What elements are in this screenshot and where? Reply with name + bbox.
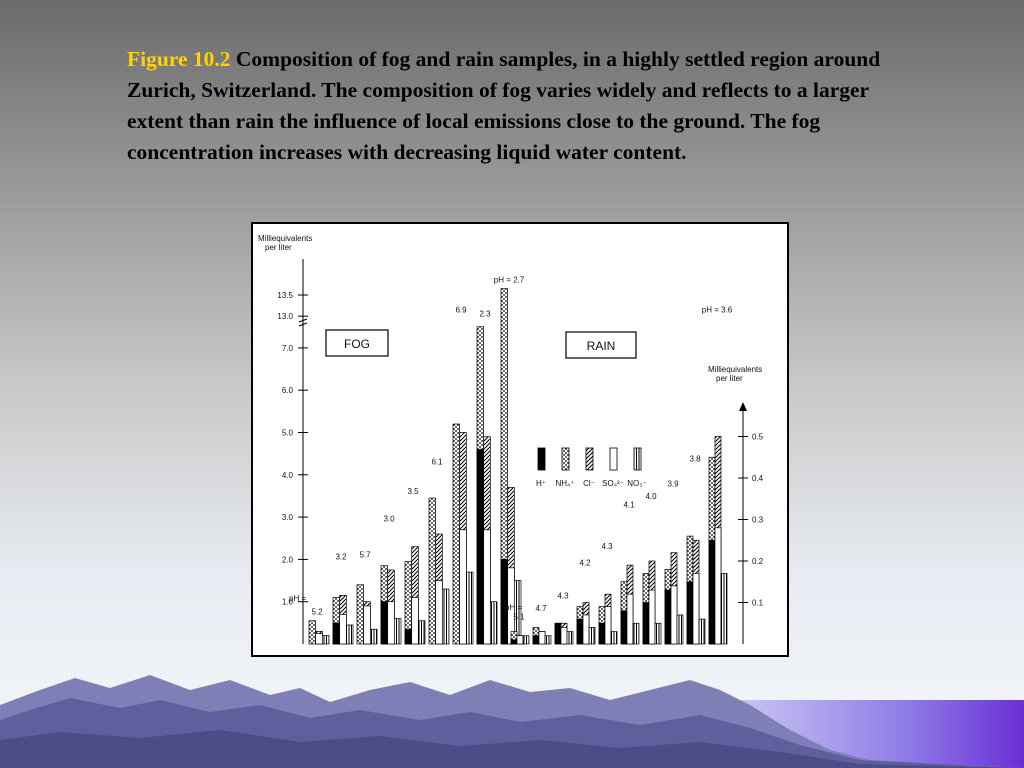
legend-label: SO₄²⁻ bbox=[602, 479, 624, 488]
legend-label: NH₄⁺ bbox=[555, 479, 575, 488]
bar-no3 bbox=[394, 619, 401, 644]
legend-swatch bbox=[610, 448, 617, 470]
fog-ph-label: 2.3 bbox=[479, 309, 491, 319]
bar-so4 bbox=[715, 528, 721, 644]
bar-no3 bbox=[322, 636, 329, 644]
legend-swatch bbox=[562, 448, 569, 470]
bar-so4 bbox=[649, 590, 655, 644]
rain-ph-label: 4.2 bbox=[579, 558, 591, 568]
bar-no3 bbox=[370, 629, 377, 644]
bar-nh4 bbox=[453, 424, 460, 644]
left-axis-label: Milliequivalents per liter bbox=[258, 234, 313, 252]
mountain-decoration bbox=[0, 660, 1024, 768]
rain-ph-label: 3.9 bbox=[667, 479, 679, 489]
bar-h bbox=[555, 623, 561, 644]
bar-no3 bbox=[677, 615, 683, 644]
bar-h bbox=[621, 611, 627, 644]
bar-no3 bbox=[721, 573, 727, 644]
bar-no3 bbox=[346, 625, 353, 644]
caption-text: Composition of fog and rain samples, in a highly settled region around Zurich, Switzerland. The composition of fog varies widely and reflects to a larger extent than rain the influence of local emissions close to the ground. The fog concentration increases with decreasing liquid water content. bbox=[127, 47, 881, 164]
bar-h bbox=[599, 623, 605, 644]
bar-so4 bbox=[561, 627, 567, 644]
bar-so4 bbox=[627, 594, 633, 644]
bar-so4 bbox=[539, 632, 545, 644]
left-tick-label: 5.0 bbox=[281, 428, 293, 438]
bar-so4 bbox=[583, 615, 589, 644]
rain-label: RAIN bbox=[586, 339, 616, 353]
bar-h bbox=[533, 636, 539, 644]
legend-swatch bbox=[538, 448, 545, 470]
bar-so4 bbox=[671, 586, 677, 644]
rain-ph-label: 4.3 bbox=[557, 591, 569, 601]
legend-label: H⁺ bbox=[536, 479, 546, 488]
bar-no3 bbox=[545, 636, 551, 644]
bar-h bbox=[381, 602, 388, 644]
bar-nh4 bbox=[309, 621, 316, 644]
right-axis-label: Milliequivalents per liter bbox=[708, 365, 763, 383]
legend-swatch bbox=[586, 448, 593, 470]
bar-no3 bbox=[589, 627, 595, 644]
fog-ph-prefix: pH = bbox=[289, 594, 307, 603]
bar-h bbox=[709, 540, 715, 644]
rain-ph-label: pH = 3.6 bbox=[701, 305, 733, 315]
bar-so4 bbox=[364, 606, 371, 644]
bar-h bbox=[687, 582, 693, 644]
fog-ph-label: 5.7 bbox=[359, 550, 371, 560]
bar-so4 bbox=[484, 530, 491, 644]
figure-label: Figure 10.2 bbox=[127, 47, 231, 71]
bar-so4 bbox=[693, 573, 699, 644]
figure-image bbox=[251, 222, 789, 657]
bar-so4 bbox=[340, 614, 347, 644]
bar-so4 bbox=[605, 607, 611, 644]
bar-no3 bbox=[567, 632, 573, 644]
bar-so4 bbox=[517, 636, 523, 644]
bar-so4 bbox=[460, 530, 467, 644]
bar-so4 bbox=[316, 633, 323, 644]
bar-no3 bbox=[523, 636, 529, 644]
figure-caption bbox=[127, 44, 927, 168]
legend-label: Cl⁻ bbox=[583, 479, 595, 488]
left-tick-label: 7.0 bbox=[281, 343, 293, 353]
bar-no3 bbox=[699, 619, 705, 644]
left-tick-label: 13.0 bbox=[277, 312, 293, 322]
fog-ph-label: 6.1 bbox=[431, 457, 443, 467]
bar-h bbox=[511, 640, 517, 644]
legend-label: NO₃⁻ bbox=[627, 479, 647, 488]
left-tick-label: 6.0 bbox=[281, 386, 293, 396]
fog-ph-label: 6.9 bbox=[455, 305, 467, 315]
bar-so4 bbox=[436, 581, 443, 644]
left-axis bbox=[258, 234, 312, 644]
bar-h bbox=[643, 603, 649, 645]
rain-ph-prefix: pH = bbox=[505, 603, 523, 612]
bar-h bbox=[477, 449, 484, 644]
chart-svg bbox=[253, 224, 787, 655]
bar-so4 bbox=[388, 602, 395, 644]
rain-ph-label: 4.3 bbox=[601, 541, 613, 551]
left-tick-label: 4.0 bbox=[281, 470, 293, 480]
rain-ph-label: 4.0 bbox=[645, 492, 657, 502]
bar-nh4 bbox=[429, 498, 436, 644]
bar-so4 bbox=[412, 597, 419, 644]
bar-no3 bbox=[611, 632, 617, 644]
left-tick-label: 1.0 bbox=[281, 597, 293, 607]
fog-label: FOG bbox=[344, 337, 370, 351]
bar-no3 bbox=[442, 589, 449, 644]
bar-nh4 bbox=[357, 585, 364, 644]
bar-h bbox=[333, 623, 340, 644]
left-tick-label: 3.0 bbox=[281, 513, 293, 523]
legend bbox=[536, 448, 647, 488]
bar-no3 bbox=[655, 623, 661, 644]
right-axis-ticks bbox=[738, 433, 764, 608]
left-tick-label: 2.0 bbox=[281, 555, 293, 565]
fog-ph-label: 5.2 bbox=[311, 607, 323, 617]
bar-no3 bbox=[490, 602, 497, 644]
bar-h bbox=[405, 629, 412, 644]
right-tick-label: 0.2 bbox=[752, 557, 764, 566]
bar-no3 bbox=[466, 572, 473, 644]
rain-ph-label: 3.8 bbox=[689, 454, 701, 464]
bar-h bbox=[501, 559, 508, 644]
right-tick-label: 0.5 bbox=[752, 432, 764, 442]
rain-ph-label: 5.1 bbox=[513, 612, 525, 622]
fog-ph-label: pH = 2.7 bbox=[493, 275, 525, 285]
bar-no3 bbox=[418, 621, 425, 644]
fog-ph-label: 3.2 bbox=[335, 552, 347, 562]
right-tick-label: 0.1 bbox=[752, 598, 764, 608]
right-tick-label: 0.4 bbox=[752, 474, 764, 483]
bar-no3 bbox=[633, 623, 639, 644]
fog-ph-label: 3.0 bbox=[383, 514, 395, 524]
fog-box bbox=[326, 330, 388, 356]
rain-ph-label: 4.7 bbox=[535, 604, 547, 614]
right-tick-label: 0.3 bbox=[752, 515, 764, 525]
left-tick-label: 13.5 bbox=[277, 291, 293, 301]
rain-box bbox=[566, 332, 636, 358]
bar-h bbox=[665, 590, 671, 644]
rain-ph-label: 4.1 bbox=[623, 500, 635, 510]
legend-swatch bbox=[634, 448, 641, 470]
bar-h bbox=[577, 619, 583, 644]
fog-ph-label: 3.5 bbox=[407, 487, 419, 497]
